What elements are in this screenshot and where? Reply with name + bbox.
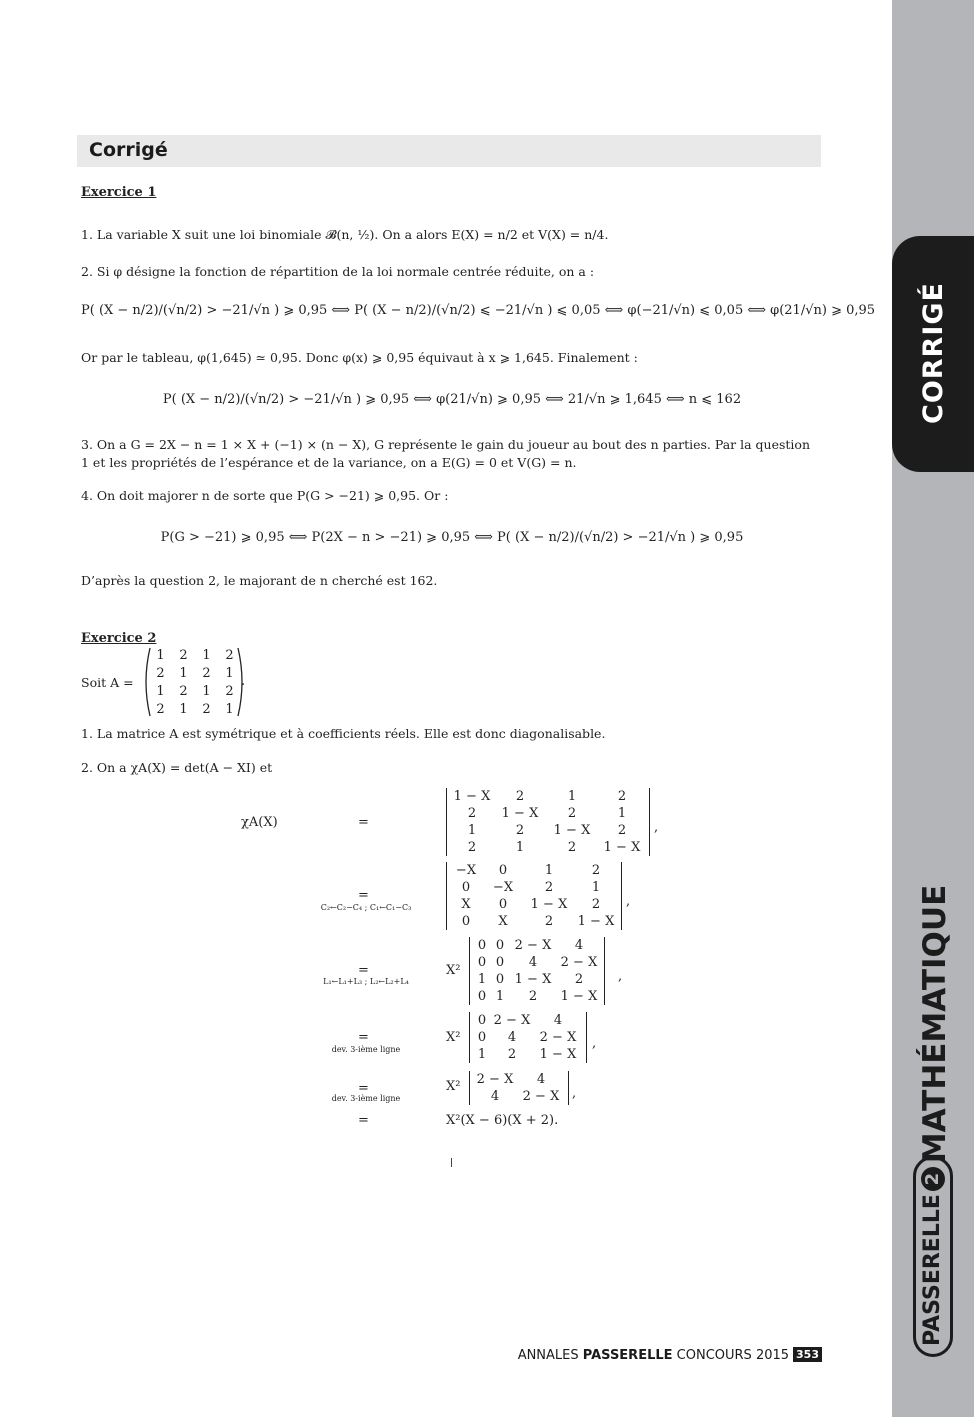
final-result: X²(X − 6)(X + 2). (446, 1113, 559, 1128)
det1-cell: 1 − X (553, 823, 591, 838)
det5-cell: 4 (536, 1072, 546, 1087)
det2-cell: 1 (544, 863, 554, 878)
det1-cell: 1 − X (453, 789, 491, 804)
det1-cell: 1 − X (501, 806, 539, 821)
x-squared-factor: X² (446, 1079, 461, 1094)
det4-cell: 1 − X (539, 1047, 577, 1062)
exercise-2-title: Exercice 2 (81, 631, 157, 646)
det4-cell: 2 − X (493, 1013, 531, 1028)
equals-sign-3: = (358, 963, 369, 978)
det3-cell: 0 (495, 972, 505, 987)
determinant-3 (469, 937, 605, 1005)
comma: , (572, 1086, 577, 1101)
det2-cell: 0 (498, 863, 508, 878)
matA-cell: 2 (202, 666, 211, 681)
det1-cell: 1 (467, 823, 477, 838)
ex1-equation-1: P( (X − n/2)/(√n/2) > −21/√n ) ⩾ 0,95 ⟺ P( (X − n/2)/(√n/2) ⩽ −21/√n ) ⩽ 0,05 ⟺ φ(−21/√n) ⩽ 0,05 ⟺ φ(21/√n) ⩾ 0,95 (81, 303, 876, 318)
page-footer (500, 1347, 822, 1363)
ex1-question-2: 2. Si φ désigne la fonction de répartition de la loi normale centrée réduite, on a : (81, 264, 595, 279)
det3-cell: 2 − X (514, 938, 552, 953)
ex2-question-2: 2. On a χA(X) = det(A − XI) et (81, 760, 273, 775)
det3-cell: 2 (574, 972, 584, 987)
det2-cell: 2 (591, 863, 601, 878)
matA-cell: 2 (156, 666, 165, 681)
matA-cell: 2 (156, 702, 165, 717)
comma: , (592, 1036, 597, 1051)
ex1-conclusion: D’après la question 2, le majorant de n cherché est 162. (81, 573, 438, 588)
matrix-a-entries (149, 647, 241, 718)
det2-cell: 1 (591, 880, 601, 895)
subject-label: MATHÉMATIQUE (917, 884, 953, 1164)
det2-cell: X (461, 897, 471, 912)
determinant-2 (446, 862, 622, 930)
det3-cell: 1 − X (514, 972, 552, 987)
det3-cell: 2 − X (560, 955, 598, 970)
chi-label: χA(X) (241, 815, 278, 830)
det2-cell: 2 (544, 880, 554, 895)
det2-cell: X (498, 914, 508, 929)
det1-cell: 2 (515, 823, 525, 838)
equals-sign-6: = (358, 1113, 369, 1128)
ex1-question-2-continued: Or par le tableau, φ(1,645) ≃ 0,95. Donc φ(x) ⩾ 0,95 équivaut à x ⩾ 1,645. Finalement : (81, 350, 638, 365)
ex1-question-3-line-1: 3. On a G = 2X − n = 1 × X + (−1) × (n − X), G représente le gain du joueur au bout des n parties. Par la question (81, 437, 810, 452)
brand-name: PASSERELLE (920, 1194, 945, 1346)
det1-cell: 2 (617, 823, 627, 838)
operation-label-4: dev. 3-ième ligne (331, 1094, 401, 1103)
det3-cell: 4 (574, 938, 584, 953)
det1-cell: 2 (567, 806, 577, 821)
det3-cell: 1 (495, 989, 505, 1004)
section-label: CORRIGÉ (918, 282, 949, 424)
det1-cell: 1 (515, 840, 525, 855)
det1-cell: 1 (567, 789, 577, 804)
page-number: 353 (793, 1347, 822, 1362)
matA-cell: 2 (202, 702, 211, 717)
equals-sign-5: = (358, 1081, 369, 1096)
operation-label-2: L₁←L₁+L₃ ; L₂←L₂+L₄ (323, 977, 409, 986)
comma: , (618, 969, 623, 984)
equals-sign-2: = (358, 888, 369, 903)
det3-cell: 0 (477, 938, 487, 953)
matA-cell: 1 (202, 684, 211, 699)
footer-brand: PASSERELLE (582, 1348, 673, 1363)
det1-cell: 2 (467, 840, 477, 855)
det3-cell: 1 (477, 972, 487, 987)
determinant-4 (469, 1012, 587, 1063)
ex2-soit-label: Soit A = (81, 675, 134, 690)
operation-label-3: dev. 3-ième ligne (331, 1045, 401, 1054)
det2-cell: 0 (461, 880, 471, 895)
matrix-a-period: . (241, 674, 246, 689)
det2-cell: 1 − X (577, 914, 615, 929)
ex2-question-1: 1. La matrice A est symétrique et à coefficients réels. Elle est donc diagonalisable. (81, 726, 606, 741)
det2-cell: 2 (591, 897, 601, 912)
det4-cell: 4 (507, 1030, 517, 1045)
det2-cell: 0 (498, 897, 508, 912)
matA-cell: 1 (179, 702, 188, 717)
det3-cell: 0 (495, 938, 505, 953)
x-squared-factor: X² (446, 1030, 461, 1045)
footer-suffix: CONCOURS 2015 (672, 1348, 790, 1363)
ex1-equation-3: P(G > −21) ⩾ 0,95 ⟺ P(2X − n > −21) ⩾ 0,95 ⟺ P( (X − n/2)/(√n/2) > −21/√n ) ⩾ 0,95 (160, 530, 744, 545)
ex1-equation-2: P( (X − n/2)/(√n/2) > −21/√n ) ⩾ 0,95 ⟺ φ(21/√n) ⩾ 0,95 ⟺ 21/√n ⩾ 1,645 ⟺ n ⩽ 162 (162, 392, 742, 407)
page-title: Corrigé (89, 139, 168, 161)
matA-cell: 1 (179, 666, 188, 681)
det2-cell: 1 − X (530, 897, 568, 912)
brand-logo (913, 1172, 957, 1357)
matA-cell: 1 (225, 702, 234, 717)
det1-cell: 2 (567, 840, 577, 855)
text-cursor-mark (451, 1158, 452, 1167)
det5-cell: 2 − X (476, 1072, 514, 1087)
brand-number: 2 (921, 1167, 945, 1191)
footer-prefix: ANNALES (517, 1348, 583, 1363)
det4-cell: 4 (553, 1013, 563, 1028)
determinant-1 (446, 788, 650, 856)
comma: , (654, 820, 659, 835)
comma: , (626, 894, 631, 909)
header-band (77, 135, 821, 167)
det4-cell: 2 (507, 1047, 517, 1062)
det2-cell: −X (455, 863, 477, 878)
equals-sign-4: = (358, 1030, 369, 1045)
det3-cell: 0 (495, 955, 505, 970)
exercise-1-title: Exercice 1 (81, 185, 157, 200)
det4-cell: 0 (477, 1030, 487, 1045)
det3-cell: 4 (528, 955, 538, 970)
matA-cell: 1 (156, 648, 165, 663)
det1-cell: 2 (515, 789, 525, 804)
det4-cell: 0 (477, 1013, 487, 1028)
det1-cell: 2 (617, 789, 627, 804)
matA-cell: 2 (179, 684, 188, 699)
operation-label-1: C₂←C₂−C₄ ; C₁←C₁−C₃ (320, 903, 412, 912)
det1-cell: 1 − X (603, 840, 641, 855)
det3-cell: 2 (528, 989, 538, 1004)
ex1-question-3-line-2: 1 et les propriétés de l’espérance et de la variance, on a E(G) = 0 et V(G) = n. (81, 455, 577, 470)
matA-cell: 1 (156, 684, 165, 699)
determinant-5 (469, 1071, 569, 1105)
matA-cell: 2 (179, 648, 188, 663)
det5-cell: 2 − X (522, 1089, 560, 1104)
det2-cell: 0 (461, 914, 471, 929)
ex1-question-4: 4. On doit majorer n de sorte que P(G > −21) ⩾ 0,95. Or : (81, 488, 449, 503)
matA-cell: 2 (225, 684, 234, 699)
matA-cell: 1 (202, 648, 211, 663)
ex1-question-1: 1. La variable X suit une loi binomiale 𝓑(n, ½). On a alors E(X) = n/2 et V(X) = n/4. (81, 227, 609, 242)
det4-cell: 2 − X (539, 1030, 577, 1045)
det3-cell: 0 (477, 989, 487, 1004)
det1-cell: 2 (467, 806, 477, 821)
det3-cell: 0 (477, 955, 487, 970)
equals-sign-1: = (358, 815, 369, 830)
det3-cell: 1 − X (560, 989, 598, 1004)
x-squared-factor: X² (446, 963, 461, 978)
det1-cell: 1 (617, 806, 627, 821)
matA-cell: 2 (225, 648, 234, 663)
det5-cell: 4 (490, 1089, 500, 1104)
det4-cell: 1 (477, 1047, 487, 1062)
det2-cell: −X (492, 880, 514, 895)
det2-cell: 2 (544, 914, 554, 929)
matA-cell: 1 (225, 666, 234, 681)
